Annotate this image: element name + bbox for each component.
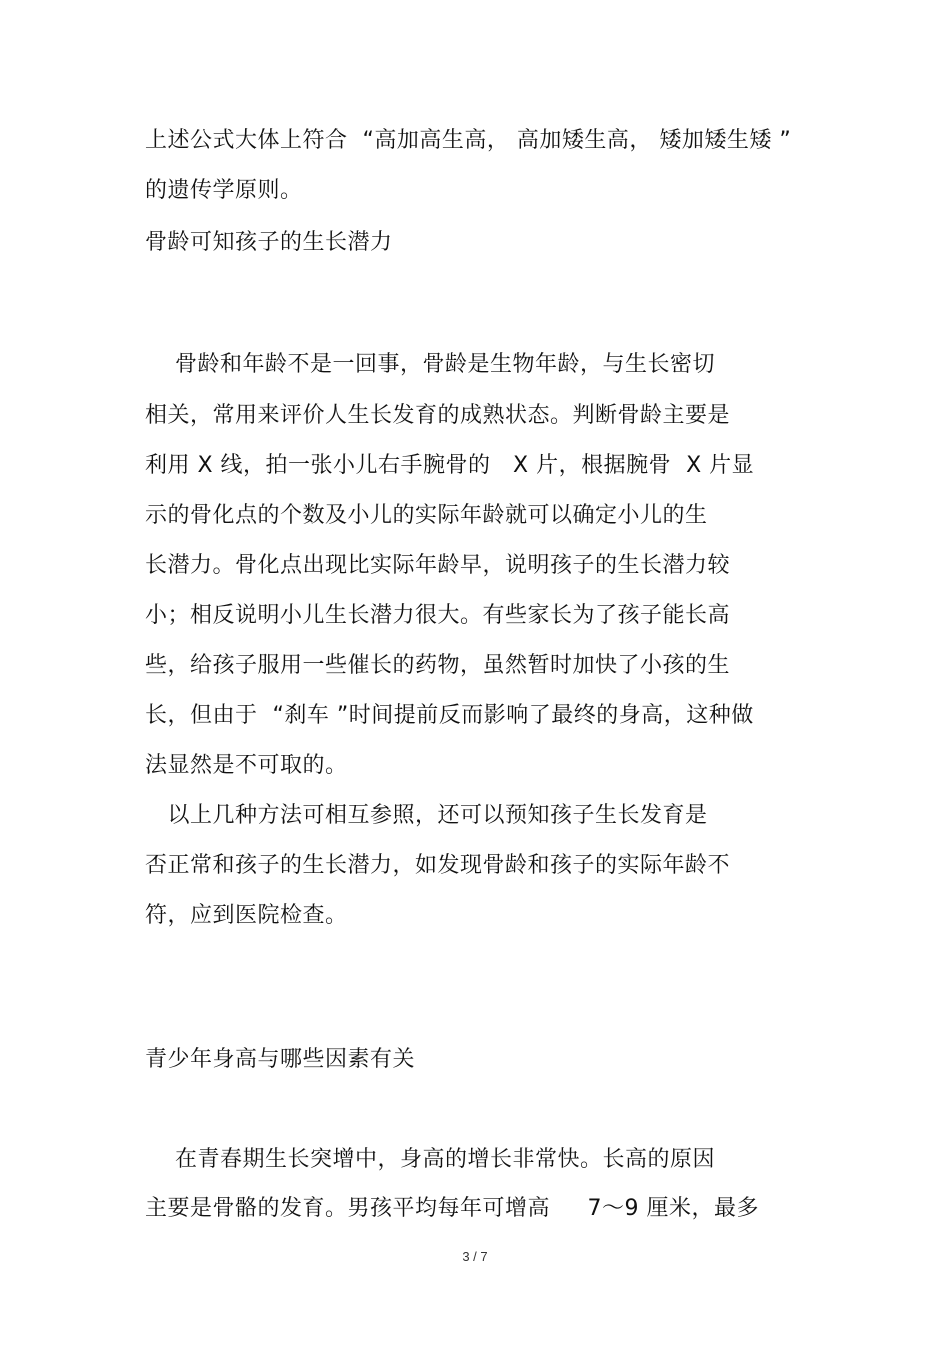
text-line: 的遗传学原则。 (145, 178, 303, 203)
text-line: 利用 X 线，拍一张小儿右手腕骨的 X 片，根据腕骨 X 片显 (145, 453, 755, 478)
text-line: 长潜力。骨化点出现比实际年龄早，说明孩子的生长潜力较 (145, 553, 731, 578)
text-line: 主要是骨骼的发育。男孩平均每年可增高 7～9 厘米，最多 (145, 1196, 759, 1221)
text-line: 在青春期生长突增中，身高的增长非常快。长高的原因 (145, 1147, 715, 1172)
page-number: 3 / 7 (462, 1249, 488, 1264)
section-heading: 骨龄可知孩子的生长潜力 (145, 230, 393, 255)
text-line: 符，应到医院检查。 (145, 903, 348, 928)
section-heading: 青少年身高与哪些因素有关 (145, 1047, 416, 1072)
text-line: 法显然是不可取的。 (145, 753, 348, 778)
text-line: 些，给孩子服用一些催长的药物，虽然暂时加快了小孩的生 (145, 653, 731, 678)
text-line: 否正常和孩子的生长潜力，如发现骨龄和孩子的实际年龄不 (145, 853, 731, 878)
text-line: 以上几种方法可相互参照，还可以预知孩子生长发育是 (145, 803, 708, 828)
text-line: 长，但由于 “刹车 ”时间提前反而影响了最终的身高，这种做 (145, 703, 754, 728)
text-line: 小；相反说明小儿生长潜力很大。有些家长为了孩子能长高 (145, 603, 731, 628)
text-line: 示的骨化点的个数及小儿的实际年龄就可以确定小儿的生 (145, 503, 708, 528)
text-line: 上述公式大体上符合 “高加高生高， 高加矮生高， 矮加矮生矮 ” (145, 128, 792, 153)
text-line: 相关，常用来评价人生长发育的成熟状态。判断骨龄主要是 (145, 403, 731, 428)
text-line: 骨龄和年龄不是一回事，骨龄是生物年龄，与生长密切 (145, 352, 715, 377)
